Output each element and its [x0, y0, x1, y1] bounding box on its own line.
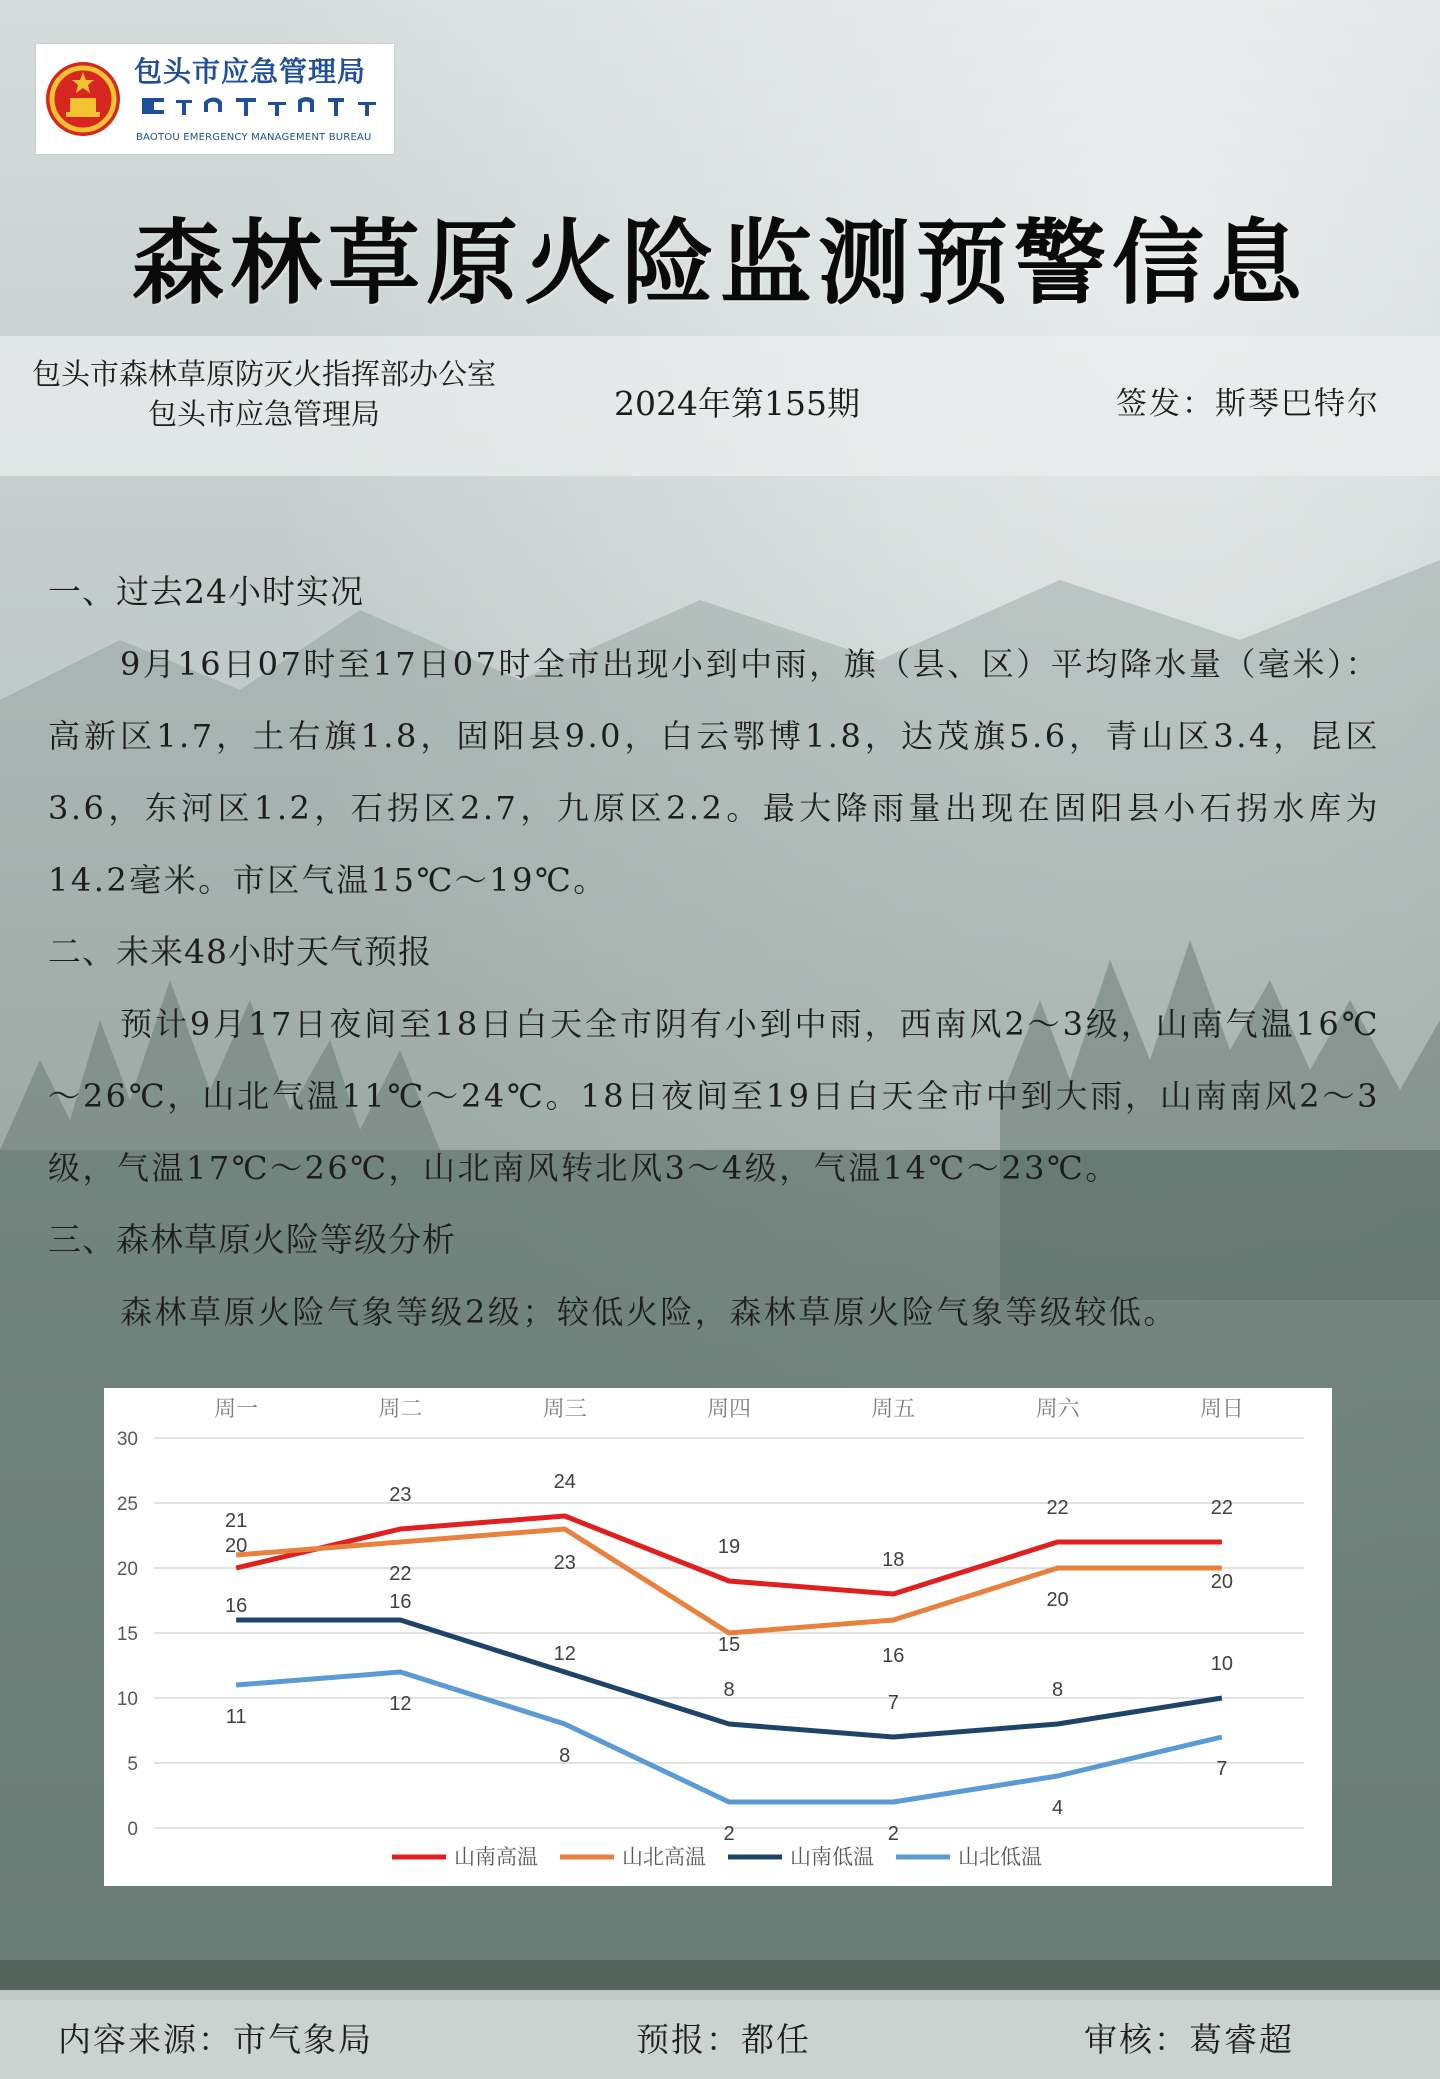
temperature-line-chart — [104, 1388, 1332, 1886]
data-label: 8 — [559, 1745, 571, 1767]
forecaster: 预报：都任 — [636, 2020, 811, 2059]
category-label: 周六 — [1035, 1396, 1080, 1421]
reviewer: 审核：葛睿超 — [1084, 2020, 1294, 2059]
y-tick-label: 10 — [116, 1689, 138, 1710]
data-label: 10 — [1210, 1653, 1233, 1675]
legend-label: 山南低温 — [790, 1846, 874, 1869]
issuer-line-1: 包头市森林草原防灭火指挥部办公室 — [31, 357, 496, 391]
section-heading-forecast: 二、未来48小时天气预报 — [48, 932, 432, 971]
signer: 签发：斯琴巴特尔 — [1116, 386, 1380, 422]
issue-info-band — [0, 336, 1440, 476]
data-label: 11 — [225, 1706, 247, 1728]
y-tick-label: 30 — [116, 1429, 138, 1450]
data-label: 2 — [723, 1823, 735, 1845]
data-label: 7 — [1216, 1758, 1228, 1780]
data-label: 12 — [389, 1693, 412, 1715]
data-label: 23 — [553, 1552, 576, 1574]
bureau-name-chinese: 包头市应急管理局 — [134, 55, 367, 88]
legend-label: 山南高温 — [454, 1846, 538, 1869]
data-label: 8 — [1052, 1679, 1064, 1701]
issue-number: 2024年第155期 — [614, 384, 860, 423]
category-label: 周五 — [871, 1396, 916, 1421]
data-label: 20 — [225, 1535, 248, 1557]
data-label: 24 — [553, 1471, 576, 1493]
y-tick-label: 25 — [116, 1494, 138, 1515]
data-label: 4 — [1052, 1797, 1064, 1819]
section-body-forecast: 预计9月17日夜间至18日白天全市阴有小到中雨，西南风2～3级，山南气温16℃～26℃，山北气温11℃～24℃。18日夜间至19日白天全市中到大雨，山南南风2～3级，气温17℃～26℃，山北南风转北风3～4级，气温14℃～23℃。 — [48, 1005, 1380, 1187]
data-label: 20 — [1046, 1589, 1069, 1611]
data-label: 16 — [389, 1591, 412, 1613]
category-label: 周一 — [214, 1396, 259, 1421]
bureau-name-english: BAOTOU EMERGENCY MANAGEMENT BUREAU — [136, 132, 372, 143]
data-label: 7 — [887, 1692, 899, 1714]
data-label: 16 — [882, 1645, 905, 1667]
category-label: 周三 — [542, 1396, 587, 1421]
category-label: 周二 — [378, 1396, 423, 1421]
data-label: 2 — [887, 1823, 899, 1845]
report-content — [48, 556, 1380, 1348]
y-tick-label: 15 — [116, 1624, 138, 1645]
section-body-fire-risk: 森林草原火险气象等级2级；较低火险，森林草原火险气象等级较低。 — [120, 1293, 1178, 1331]
y-tick-label: 0 — [127, 1819, 138, 1840]
data-label: 22 — [1210, 1497, 1233, 1519]
section-heading-fire-risk: 三、森林草原火险等级分析 — [48, 1220, 456, 1259]
national-emblem-icon — [42, 58, 124, 140]
legend-label: 山北低温 — [958, 1846, 1042, 1869]
data-label: 16 — [225, 1595, 248, 1617]
data-label: 19 — [717, 1536, 741, 1558]
bureau-logo — [36, 44, 394, 154]
data-label: 22 — [1046, 1497, 1069, 1519]
document-title: 森林草原火险监测预警信息 — [131, 209, 1308, 317]
data-label: 18 — [882, 1549, 905, 1571]
data-label: 15 — [717, 1634, 741, 1656]
section-heading-observations: 一、过去24小时实况 — [48, 572, 364, 611]
data-label: 12 — [553, 1643, 576, 1665]
content-source: 内容来源：市气象局 — [58, 2020, 373, 2059]
mongolian-script-logotype — [136, 92, 386, 128]
category-label: 周四 — [706, 1396, 752, 1421]
footer-band — [0, 1990, 1440, 2079]
data-label: 21 — [225, 1510, 248, 1532]
y-tick-label: 5 — [127, 1754, 138, 1775]
y-tick-label: 20 — [116, 1559, 138, 1580]
data-label: 22 — [389, 1563, 412, 1585]
data-label: 20 — [1210, 1571, 1233, 1593]
data-label: 8 — [723, 1679, 735, 1701]
temperature-chart — [104, 1388, 1332, 1886]
data-label: 23 — [389, 1484, 412, 1506]
issuer-line-2: 包头市应急管理局 — [147, 397, 380, 431]
legend-label: 山北高温 — [622, 1846, 706, 1869]
section-body-observations: 9月16日07时至17日07时全市出现小到中雨，旗（县、区）平均降水量（毫米）：高新区1.7，土右旗1.8，固阳县9.0，白云鄂博1.8，达茂旗5.6，青山区3.4，昆区3.6，东河区1.2，石拐区2.7，九原区2.2。最大降雨量出现在固阳县小石拐水库为14.2毫米。市区气温15℃～19℃。 — [48, 645, 1380, 899]
category-label: 周日 — [1199, 1396, 1244, 1421]
issuer-block — [14, 354, 514, 434]
